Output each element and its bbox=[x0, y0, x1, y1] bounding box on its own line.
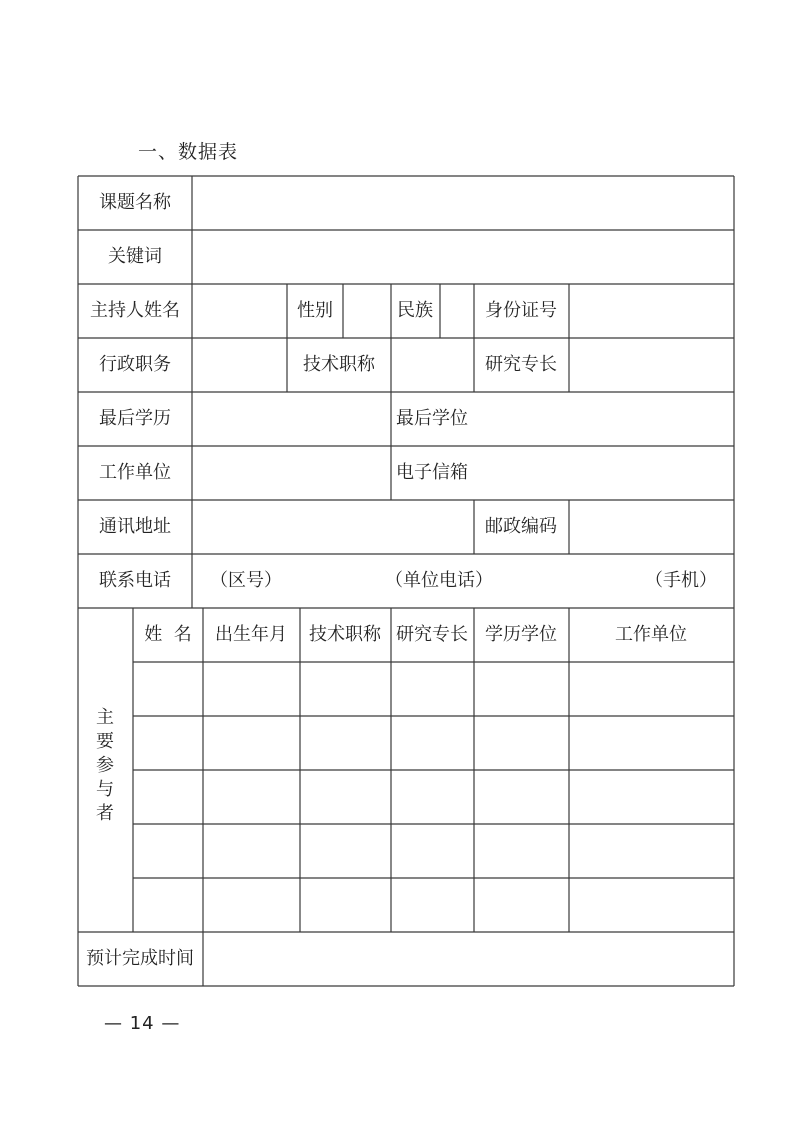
participants-label-char: 参 bbox=[96, 755, 114, 776]
label-last-degree: 最后学位 bbox=[396, 408, 468, 429]
label-keywords: 关键词 bbox=[108, 246, 162, 267]
label-unit-phone: （单位电话） bbox=[385, 570, 493, 591]
section-heading: 一、数据表 bbox=[138, 141, 239, 163]
label-mailing-address: 通讯地址 bbox=[99, 516, 171, 537]
header-name: 姓 名 bbox=[144, 624, 192, 645]
participants-label bbox=[95, 706, 115, 826]
label-postal-code: 邮政编码 bbox=[485, 516, 557, 537]
label-tech-title: 技术职称 bbox=[303, 354, 375, 375]
label-completion-time: 预计完成时间 bbox=[86, 948, 194, 969]
label-admin-position: 行政职务 bbox=[99, 354, 171, 375]
label-gender: 性别 bbox=[297, 300, 333, 321]
header-work-unit: 工作单位 bbox=[615, 624, 687, 645]
label-id-number: 身份证号 bbox=[485, 300, 557, 321]
label-host-name: 主持人姓名 bbox=[90, 300, 180, 321]
label-area-code: （区号） bbox=[210, 570, 282, 591]
participants-label-char: 与 bbox=[96, 779, 114, 800]
label-ethnicity: 民族 bbox=[397, 300, 433, 321]
participants-label-char: 要 bbox=[96, 731, 114, 752]
label-last-education: 最后学历 bbox=[99, 408, 171, 429]
label-topic-name: 课题名称 bbox=[99, 192, 171, 213]
label-contact-phone: 联系电话 bbox=[99, 570, 171, 591]
page-number: — 14 — bbox=[104, 1013, 181, 1034]
header-tech-title: 技术职称 bbox=[309, 624, 381, 645]
label-work-unit: 工作单位 bbox=[99, 462, 171, 483]
label-mobile: （手机） bbox=[645, 570, 717, 591]
header-birth-date: 出生年月 bbox=[215, 624, 287, 645]
label-email: 电子信箱 bbox=[396, 462, 468, 483]
header-research-specialty: 研究专长 bbox=[396, 624, 468, 645]
header-education-degree: 学历学位 bbox=[485, 624, 557, 645]
label-research-specialty: 研究专长 bbox=[485, 354, 557, 375]
participants-label-char: 主 bbox=[96, 707, 114, 728]
participants-label-char: 者 bbox=[96, 803, 114, 824]
